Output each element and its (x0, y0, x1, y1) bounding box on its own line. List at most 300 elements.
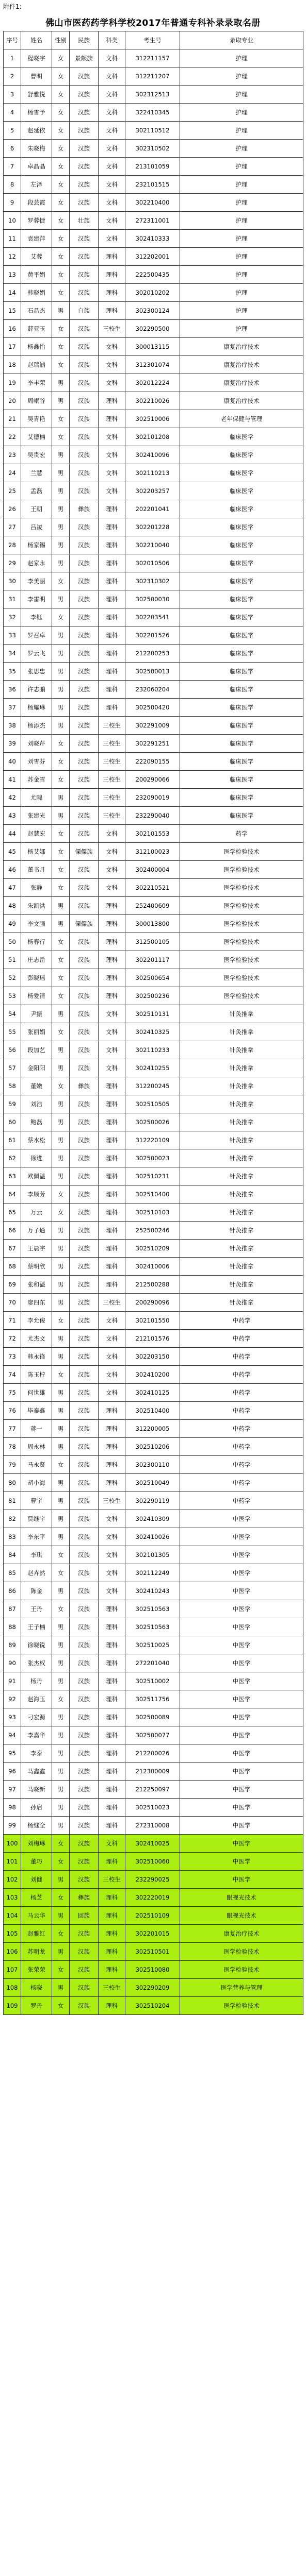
cell-major: 中医学 (180, 1654, 303, 1672)
cell-gender: 女 (52, 1889, 70, 1907)
cell-category: 理科 (99, 897, 125, 915)
cell-name: 李丰荣 (21, 374, 52, 392)
cell-index: 97 (4, 1781, 21, 1799)
table-row (4, 1726, 303, 1744)
cell-exam-number: 302312513 (125, 86, 180, 104)
cell-category: 文科 (99, 1835, 125, 1853)
cell-index: 31 (4, 590, 21, 608)
cell-ethnicity: 汉族 (70, 1276, 99, 1294)
cell-index: 56 (4, 1041, 21, 1059)
cell-category: 理科 (99, 1636, 125, 1654)
cell-major: 针灸推拿 (180, 1276, 303, 1294)
cell-name: 李雷明 (21, 590, 52, 608)
table-row (4, 1041, 303, 1059)
cell-exam-number: 202201041 (125, 500, 180, 518)
cell-ethnicity: 汉族 (70, 825, 99, 843)
cell-index: 78 (4, 1438, 21, 1456)
cell-ethnicity: 汉族 (70, 482, 99, 500)
cell-major: 临床医学 (180, 536, 303, 554)
table-row (4, 104, 303, 122)
cell-index: 80 (4, 1474, 21, 1492)
cell-major: 临床医学 (180, 626, 303, 645)
cell-major: 针灸推拿 (180, 1095, 303, 1113)
cell-exam-number: 302510080 (125, 1961, 180, 1979)
cell-gender: 男 (52, 302, 70, 320)
cell-exam-number: 312211157 (125, 49, 180, 67)
cell-exam-number: 232290040 (125, 807, 180, 825)
cell-name: 程晓宇 (21, 49, 52, 67)
cell-gender: 男 (52, 1943, 70, 1961)
cell-ethnicity: 汉族 (70, 1438, 99, 1456)
cell-major: 医学检验技术 (180, 843, 303, 861)
cell-index: 106 (4, 1943, 21, 1961)
cell-gender: 女 (52, 1564, 70, 1582)
cell-name: 欧佩溢 (21, 1167, 52, 1185)
cell-index: 108 (4, 1979, 21, 1997)
cell-index: 19 (4, 374, 21, 392)
cell-gender: 女 (52, 428, 70, 446)
cell-name: 周岷谷 (21, 392, 52, 410)
cell-exam-number: 302201526 (125, 626, 180, 645)
cell-index: 89 (4, 1636, 21, 1654)
cell-category: 理科 (99, 1167, 125, 1185)
cell-exam-number: 302210026 (125, 392, 180, 410)
cell-ethnicity: 汉族 (70, 1059, 99, 1077)
cell-major: 针灸推拿 (180, 1059, 303, 1077)
cell-name: 马永贤 (21, 1456, 52, 1474)
cell-name: 王子楠 (21, 1618, 52, 1636)
table-row (4, 1690, 303, 1708)
cell-major: 中医学 (180, 1582, 303, 1600)
cell-ethnicity: 汉族 (70, 608, 99, 626)
table-header-row (4, 31, 303, 49)
cell-gender: 男 (52, 1384, 70, 1402)
cell-index: 107 (4, 1961, 21, 1979)
cell-exam-number: 302510400 (125, 1185, 180, 1204)
cell-exam-number: 302510025 (125, 1636, 180, 1654)
table-row (4, 1582, 303, 1600)
cell-name: 刘浩 (21, 1095, 52, 1113)
cell-index: 70 (4, 1294, 21, 1312)
cell-index: 68 (4, 1258, 21, 1276)
cell-gender: 男 (52, 626, 70, 645)
cell-index: 82 (4, 1510, 21, 1528)
cell-gender: 女 (52, 338, 70, 356)
cell-gender: 男 (52, 482, 70, 500)
cell-category: 理科 (99, 663, 125, 681)
table-row (4, 1618, 303, 1636)
cell-index: 27 (4, 518, 21, 536)
cell-ethnicity: 汉族 (70, 699, 99, 717)
cell-major: 针灸推拿 (180, 1222, 303, 1240)
cell-exam-number: 302010506 (125, 554, 180, 572)
cell-exam-number: 302203257 (125, 482, 180, 500)
cell-major: 眼视光技术 (180, 1889, 303, 1907)
cell-name: 赵瑞涵 (21, 356, 52, 374)
cell-major: 中药学 (180, 1420, 303, 1438)
cell-category: 理科 (99, 590, 125, 608)
cell-ethnicity: 汉族 (70, 1762, 99, 1781)
table-row (4, 915, 303, 933)
cell-name: 赵延依 (21, 122, 52, 140)
cell-index: 52 (4, 969, 21, 987)
cell-gender: 男 (52, 1149, 70, 1167)
table-row (4, 897, 303, 915)
cell-exam-number: 302510204 (125, 1997, 180, 2015)
cell-gender: 男 (52, 1474, 70, 1492)
cell-major: 针灸推拿 (180, 1131, 303, 1149)
cell-major: 中医学 (180, 1871, 303, 1889)
table-row (4, 699, 303, 717)
cell-gender: 男 (52, 1167, 70, 1185)
table-row (4, 1997, 303, 2015)
cell-gender: 女 (52, 1204, 70, 1222)
cell-major: 中药学 (180, 1348, 303, 1366)
cell-ethnicity: 汉族 (70, 158, 99, 176)
cell-gender: 女 (52, 987, 70, 1005)
cell-ethnicity: 汉族 (70, 1781, 99, 1799)
table-row (4, 410, 303, 428)
cell-index: 45 (4, 843, 21, 861)
cell-name: 苏明龙 (21, 1943, 52, 1961)
table-row (4, 1131, 303, 1149)
cell-ethnicity: 汉族 (70, 374, 99, 392)
cell-major: 中医学 (180, 1781, 303, 1799)
cell-major: 中医学 (180, 1546, 303, 1564)
cell-name: 廖四东 (21, 1294, 52, 1312)
cell-name: 段加艺 (21, 1041, 52, 1059)
cell-category: 文科 (99, 861, 125, 879)
cell-category: 文科 (99, 104, 125, 122)
cell-index: 58 (4, 1077, 21, 1095)
cell-major: 针灸推拿 (180, 1258, 303, 1276)
table-row (4, 1744, 303, 1762)
cell-ethnicity: 汉族 (70, 1961, 99, 1979)
table-row (4, 248, 303, 266)
header-ethnicity: 民族 (70, 31, 99, 49)
table-row (4, 464, 303, 482)
cell-ethnicity: 汉族 (70, 1402, 99, 1420)
table-row (4, 1492, 303, 1510)
cell-index: 88 (4, 1618, 21, 1636)
cell-exam-number: 302410025 (125, 1835, 180, 1853)
cell-category: 文科 (99, 464, 125, 482)
cell-index: 41 (4, 771, 21, 789)
cell-index: 36 (4, 681, 21, 699)
cell-major: 中医学 (180, 1510, 303, 1528)
table-row (4, 1781, 303, 1799)
table-row (4, 1510, 303, 1528)
cell-category: 理科 (99, 248, 125, 266)
cell-name: 杨耀琳 (21, 699, 52, 717)
cell-major: 临床医学 (180, 645, 303, 663)
cell-major: 临床医学 (180, 753, 303, 771)
cell-major: 针灸推拿 (180, 1240, 303, 1258)
cell-name: 赵慧宏 (21, 825, 52, 843)
cell-ethnicity: 汉族 (70, 230, 99, 248)
cell-major: 护理 (180, 248, 303, 266)
cell-major: 护理 (180, 67, 303, 86)
cell-major: 医学检验技术 (180, 951, 303, 969)
cell-ethnicity: 汉族 (70, 1943, 99, 1961)
cell-index: 9 (4, 194, 21, 212)
table-row (4, 554, 303, 572)
cell-index: 43 (4, 807, 21, 825)
table-row (4, 879, 303, 897)
table-row (4, 1258, 303, 1276)
cell-name: 张静 (21, 879, 52, 897)
cell-gender: 男 (52, 374, 70, 392)
cell-gender: 男 (52, 717, 70, 735)
cell-name: 舒雅悦 (21, 86, 52, 104)
cell-major: 中药学 (180, 1456, 303, 1474)
cell-gender: 女 (52, 140, 70, 158)
cell-ethnicity: 汉族 (70, 1672, 99, 1690)
cell-category: 三校生 (99, 1979, 125, 1997)
cell-name: 罗召卓 (21, 626, 52, 645)
cell-ethnicity: 汉族 (70, 1420, 99, 1438)
cell-name: 曹宇 (21, 1492, 52, 1510)
table-row (4, 1762, 303, 1781)
cell-major: 药学 (180, 825, 303, 843)
cell-index: 102 (4, 1871, 21, 1889)
cell-ethnicity: 汉族 (70, 1095, 99, 1113)
cell-name: 徐晓锐 (21, 1636, 52, 1654)
cell-major: 护理 (180, 122, 303, 140)
cell-index: 38 (4, 717, 21, 735)
cell-category: 理科 (99, 500, 125, 518)
cell-gender: 男 (52, 464, 70, 482)
cell-exam-number: 302510023 (125, 1799, 180, 1817)
cell-major: 护理 (180, 212, 303, 230)
cell-category: 理科 (99, 1961, 125, 1979)
table-row (4, 1600, 303, 1618)
cell-gender: 男 (52, 536, 70, 554)
cell-category: 文科 (99, 212, 125, 230)
table-row (4, 771, 303, 789)
cell-ethnicity: 汉族 (70, 86, 99, 104)
cell-name: 艾德楠 (21, 428, 52, 446)
cell-gender: 男 (52, 1095, 70, 1113)
cell-ethnicity: 汉族 (70, 951, 99, 969)
cell-major: 中药学 (180, 1366, 303, 1384)
cell-name: 刁宏源 (21, 1708, 52, 1726)
cell-name: 杨丹 (21, 1672, 52, 1690)
cell-gender: 男 (52, 1654, 70, 1672)
cell-name: 吴贵宏 (21, 446, 52, 464)
cell-gender: 男 (52, 1636, 70, 1654)
cell-index: 32 (4, 608, 21, 626)
cell-gender: 男 (52, 1438, 70, 1456)
cell-index: 105 (4, 1925, 21, 1943)
cell-exam-number: 302500030 (125, 590, 180, 608)
cell-category: 文科 (99, 158, 125, 176)
cell-index: 109 (4, 1997, 21, 2015)
cell-gender: 男 (52, 663, 70, 681)
cell-gender: 男 (52, 1979, 70, 1997)
cell-category: 三校生 (99, 1492, 125, 1510)
cell-category: 文科 (99, 1510, 125, 1528)
cell-major: 临床医学 (180, 807, 303, 825)
cell-exam-number: 302010202 (125, 284, 180, 302)
cell-exam-number: 302300124 (125, 302, 180, 320)
cell-index: 29 (4, 554, 21, 572)
cell-exam-number: 322410345 (125, 104, 180, 122)
cell-category: 理科 (99, 1762, 125, 1781)
cell-ethnicity: 汉族 (70, 1510, 99, 1528)
cell-exam-number: 302500654 (125, 969, 180, 987)
cell-exam-number: 302510103 (125, 1204, 180, 1222)
cell-category: 理科 (99, 1708, 125, 1726)
cell-name: 李泰 (21, 1744, 52, 1762)
cell-major: 医学检验技术 (180, 969, 303, 987)
cell-category: 理科 (99, 1817, 125, 1835)
cell-major: 医学检验技术 (180, 879, 303, 897)
cell-exam-number: 312100023 (125, 843, 180, 861)
cell-index: 25 (4, 482, 21, 500)
cell-gender: 男 (52, 807, 70, 825)
cell-major: 医学营养与管理 (180, 1979, 303, 1997)
table-row (4, 140, 303, 158)
cell-exam-number: 302410309 (125, 1510, 180, 1528)
cell-ethnicity: 汉族 (70, 284, 99, 302)
cell-category: 文科 (99, 482, 125, 500)
cell-major: 临床医学 (180, 663, 303, 681)
cell-ethnicity: 汉族 (70, 1005, 99, 1023)
cell-ethnicity: 汉族 (70, 1474, 99, 1492)
table-row (4, 1871, 303, 1889)
cell-major: 医学检验技术 (180, 1961, 303, 1979)
cell-exam-number: 302510505 (125, 1095, 180, 1113)
cell-exam-number: 272201040 (125, 1654, 180, 1672)
cell-name: 段芸霞 (21, 194, 52, 212)
cell-major: 针灸推拿 (180, 1167, 303, 1185)
cell-index: 48 (4, 897, 21, 915)
cell-name: 鲍磊 (21, 1113, 52, 1131)
cell-category: 文科 (99, 446, 125, 464)
cell-gender: 女 (52, 1600, 70, 1618)
cell-category: 三校生 (99, 320, 125, 338)
cell-index: 21 (4, 410, 21, 428)
cell-category: 三校生 (99, 717, 125, 735)
cell-index: 77 (4, 1420, 21, 1438)
cell-ethnicity: 汉族 (70, 807, 99, 825)
cell-gender: 男 (52, 1131, 70, 1149)
cell-index: 60 (4, 1113, 21, 1131)
cell-category: 理科 (99, 1618, 125, 1636)
cell-major: 临床医学 (180, 608, 303, 626)
attachment-label: 附件1: (3, 3, 22, 10)
cell-major: 中药学 (180, 1492, 303, 1510)
cell-gender: 女 (52, 248, 70, 266)
cell-name: 刘梅琳 (21, 1835, 52, 1853)
cell-gender: 男 (52, 1528, 70, 1546)
table-row (4, 1853, 303, 1871)
header-exam-number: 考生号 (125, 31, 180, 49)
cell-name: 杨芝 (21, 1889, 52, 1907)
cell-ethnicity: 汉族 (70, 1871, 99, 1889)
cell-ethnicity: 傈僳族 (70, 915, 99, 933)
cell-major: 护理 (180, 230, 303, 248)
cell-name: 杨爱清 (21, 987, 52, 1005)
cell-name: 孟磊 (21, 482, 52, 500)
table-row (4, 1907, 303, 1925)
cell-exam-number: 312202001 (125, 248, 180, 266)
cell-ethnicity: 彝族 (70, 1077, 99, 1095)
cell-name: 石晶杰 (21, 302, 52, 320)
cell-exam-number: 302310502 (125, 140, 180, 158)
cell-gender: 女 (52, 825, 70, 843)
cell-gender: 女 (52, 1997, 70, 2015)
cell-category: 理科 (99, 1402, 125, 1420)
cell-exam-number: 312500105 (125, 933, 180, 951)
cell-category: 理科 (99, 410, 125, 428)
cell-exam-number: 302510006 (125, 410, 180, 428)
cell-index: 99 (4, 1817, 21, 1835)
table-row (4, 626, 303, 645)
cell-exam-number: 212101576 (125, 1330, 180, 1348)
cell-category: 理科 (99, 1113, 125, 1131)
cell-exam-number: 302112249 (125, 1564, 180, 1582)
table-row (4, 1708, 303, 1726)
cell-name: 杨艾娜 (21, 843, 52, 861)
cell-gender: 女 (52, 284, 70, 302)
cell-category: 文科 (99, 1546, 125, 1564)
cell-index: 91 (4, 1672, 21, 1690)
cell-ethnicity: 汉族 (70, 1582, 99, 1600)
cell-exam-number: 200290096 (125, 1294, 180, 1312)
cell-category: 理科 (99, 1240, 125, 1258)
cell-name: 赵海玉 (21, 1690, 52, 1708)
cell-gender: 女 (52, 158, 70, 176)
table-row (4, 1276, 303, 1294)
cell-exam-number: 302510563 (125, 1600, 180, 1618)
cell-major: 临床医学 (180, 789, 303, 807)
cell-ethnicity: 汉族 (70, 987, 99, 1005)
cell-index: 28 (4, 536, 21, 554)
cell-index: 14 (4, 284, 21, 302)
cell-name: 吴青艳 (21, 410, 52, 428)
cell-ethnicity: 汉族 (70, 104, 99, 122)
cell-category: 理科 (99, 915, 125, 933)
cell-major: 中药学 (180, 1312, 303, 1330)
header-major: 录取专业 (180, 31, 303, 49)
cell-major: 眼视光技术 (180, 1907, 303, 1925)
cell-ethnicity: 景颇族 (70, 49, 99, 67)
cell-major: 中医学 (180, 1618, 303, 1636)
table-row (4, 1546, 303, 1564)
cell-ethnicity: 汉族 (70, 1312, 99, 1330)
cell-exam-number: 302101208 (125, 428, 180, 446)
cell-gender: 女 (52, 266, 70, 284)
table-row (4, 392, 303, 410)
cell-name: 陈玉柠 (21, 1366, 52, 1384)
cell-exam-number: 302510206 (125, 1438, 180, 1456)
table-row (4, 1023, 303, 1041)
cell-name: 李文强 (21, 915, 52, 933)
cell-index: 1 (4, 49, 21, 67)
cell-exam-number: 213101059 (125, 158, 180, 176)
table-row (4, 356, 303, 374)
table-row (4, 49, 303, 67)
cell-ethnicity: 汉族 (70, 67, 99, 86)
cell-major: 临床医学 (180, 500, 303, 518)
cell-exam-number: 272310008 (125, 1817, 180, 1835)
cell-ethnicity: 汉族 (70, 1366, 99, 1384)
cell-gender: 男 (52, 1781, 70, 1799)
table-row (4, 1312, 303, 1330)
cell-name: 许志鹏 (21, 681, 52, 699)
